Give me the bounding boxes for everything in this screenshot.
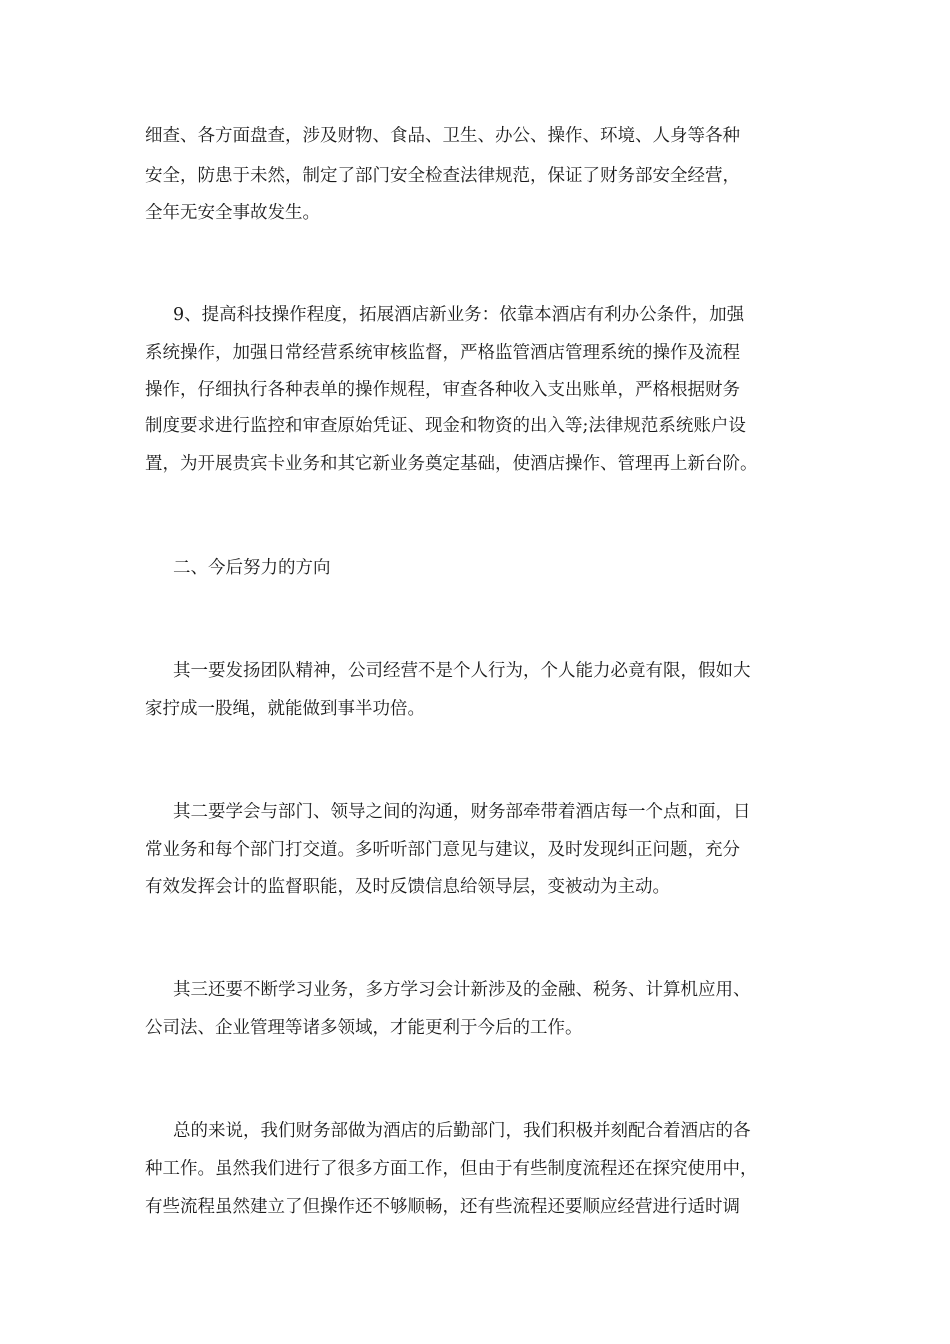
text-line: 家拧成一股绳，就能做到事半功倍。 [145, 699, 425, 719]
text-line: 操作，仔细执行各种表单的操作规程，审查各种收入支出账单，严格根据财务 [145, 380, 740, 400]
text-line: 有效发挥会计的监督职能，及时反馈信息给领导层，变被动为主动。 [145, 877, 670, 897]
text-line: 其一要发扬团队精神，公司经营不是个人行为，个人能力必竟有限，假如大 [173, 661, 751, 681]
text-line: 9、提高科技操作程度，拓展酒店新业务：依靠本酒店有利办公条件，加强 [173, 305, 745, 325]
text-line: 系统操作，加强日常经营系统审核监督，严格监管酒店管理系统的操作及流程 [145, 343, 740, 363]
text-line: 其二要学会与部门、领导之间的沟通，财务部牵带着酒店每一个点和面，日 [173, 802, 751, 822]
text-line: 常业务和每个部门打交道。多听听部门意见与建议，及时发现纠正问题，充分 [145, 840, 740, 860]
text-line: 置，为开展贵宾卡业务和其它新业务奠定基础，使酒店操作、管理再上新台阶。 [145, 454, 758, 474]
text-line: 全年无安全事故发生。 [145, 203, 320, 223]
text-line: 总的来说，我们财务部做为酒店的后勤部门，我们积极并刻配合着酒店的各 [173, 1121, 751, 1141]
text-line: 其三还要不断学习业务，多方学习会计新涉及的金融、税务、计算机应用、 [173, 980, 751, 1000]
text-line: 制度要求进行监控和审查原始凭证、现金和物资的出入等;法律规范系统账户设 [145, 416, 746, 436]
section-heading: 二、今后努力的方向 [173, 558, 331, 578]
text-line: 有些流程虽然建立了但操作还不够顺畅，还有些流程还要顺应经营进行适时调 [145, 1197, 740, 1217]
text-line: 种工作。虽然我们进行了很多方面工作，但由于有些制度流程还在探究使用中， [145, 1159, 758, 1179]
text-line: 公司法、企业管理等诸多领域，才能更利于今后的工作。 [145, 1018, 583, 1038]
text-line: 细查、各方面盘查，涉及财物、食品、卫生、办公、操作、环境、人身等各种 [145, 126, 740, 146]
text-line: 安全，防患于未然，制定了部门安全检查法律规范，保证了财务部安全经营， [145, 166, 740, 186]
